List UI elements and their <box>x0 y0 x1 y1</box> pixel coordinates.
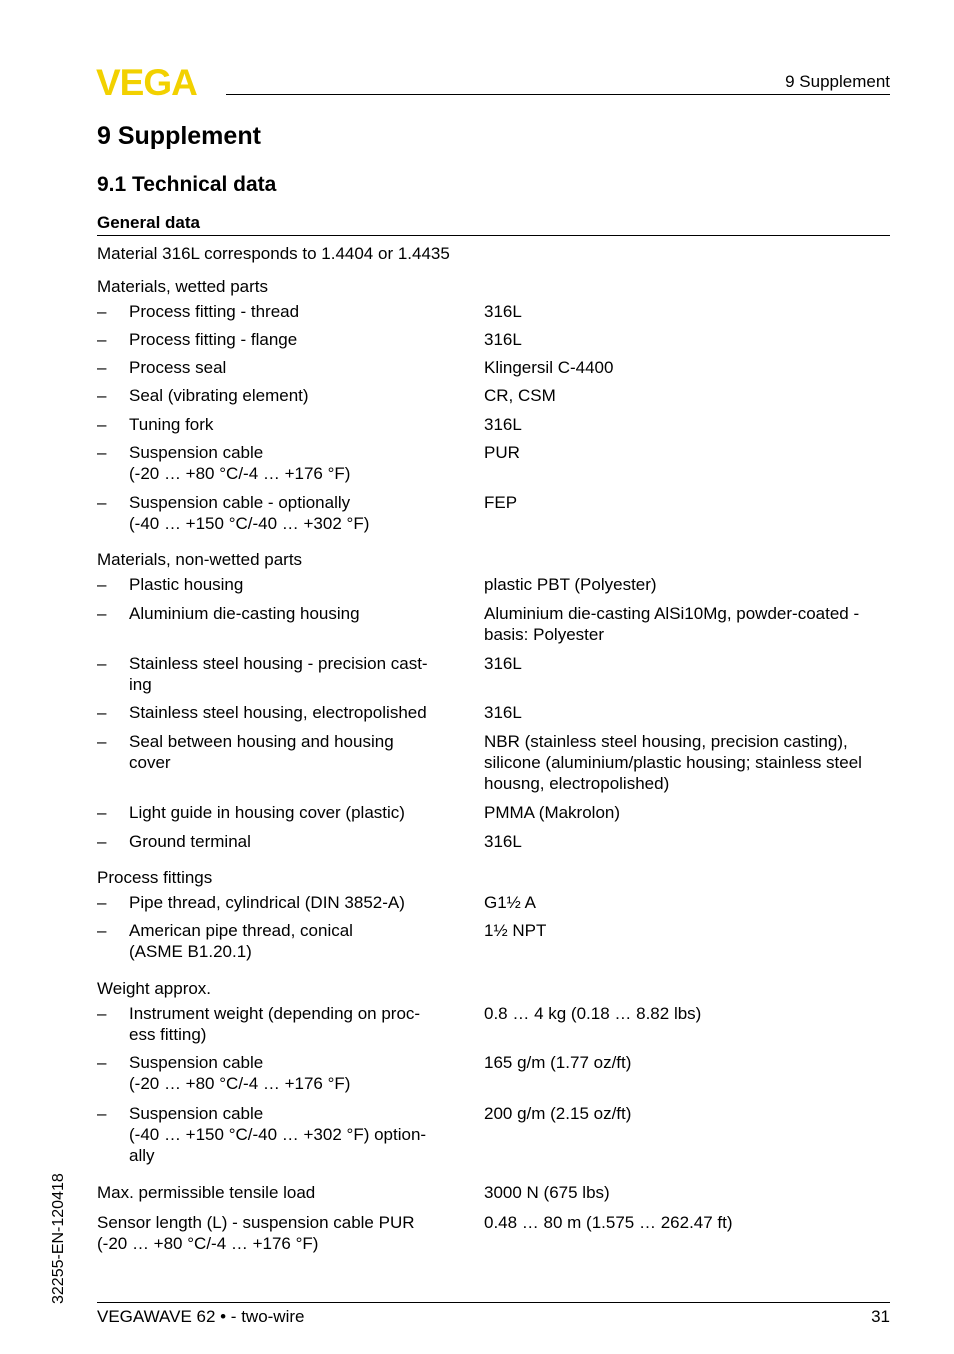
spec-label: Suspension cable <box>129 1053 264 1072</box>
sensor-length-label-line2: (-20 … +80 °C/-4 … +176 °F) <box>97 1234 319 1253</box>
spec-label: Plastic housing <box>129 575 244 594</box>
spec-label-line2: (-20 … +80 °C/-4 … +176 °F) <box>129 1074 351 1093</box>
list-dash: – <box>97 1104 107 1123</box>
list-dash: – <box>97 443 107 462</box>
spec-value: CR, CSM <box>484 386 556 405</box>
list-dash: – <box>97 921 107 940</box>
sensor-length-value: 0.48 … 80 m (1.575 … 262.47 ft) <box>484 1213 733 1232</box>
spec-label: Aluminium die-casting housing <box>129 604 360 623</box>
list-dash: – <box>97 832 107 851</box>
spec-value: 316L <box>484 703 522 722</box>
list-dash: – <box>97 493 107 512</box>
spec-label-line2: (-40 … +150 °C/-40 … +302 °F) <box>129 514 370 533</box>
footer-rule <box>97 1302 890 1303</box>
spec-value-line2: basis: Polyester <box>484 625 604 644</box>
spec-label-line2: (-40 … +150 °C/-40 … +302 °F) option- <box>129 1125 427 1144</box>
spec-value: NBR (stainless steel housing, precision casting), <box>484 732 848 751</box>
list-dash: – <box>97 330 107 349</box>
vega-logo-text: VEGA <box>96 64 197 98</box>
spec-label: American pipe thread, conical <box>129 921 353 940</box>
spec-value: G1½ A <box>484 893 536 912</box>
list-dash: – <box>97 893 107 912</box>
list-dash: – <box>97 386 107 405</box>
page-number: 31 <box>871 1307 890 1326</box>
chapter-title: 9 Supplement <box>97 122 261 150</box>
spec-value: Klingersil C-4400 <box>484 358 614 377</box>
spec-value-line2: silicone (aluminium/plastic housing; stainless steel <box>484 753 862 772</box>
group-title-nonwetted: Materials, non-wetted parts <box>97 550 303 569</box>
spec-label: Suspension cable <box>129 443 264 462</box>
list-dash: – <box>97 1053 107 1072</box>
list-dash: – <box>97 1004 107 1023</box>
section-title: 9.1 Technical data <box>97 173 277 196</box>
list-dash: – <box>97 703 107 722</box>
spec-value: plastic PBT (Polyester) <box>484 575 657 594</box>
spec-label-line2: (ASME B1.20.1) <box>129 942 252 961</box>
spec-label: Instrument weight (depending on proc- <box>129 1004 421 1023</box>
group-title-weight: Weight approx. <box>97 979 212 998</box>
header-section: 9 Supplement <box>785 72 890 91</box>
group-title-wetted: Materials, wetted parts <box>97 277 269 296</box>
spec-value: 1½ NPT <box>484 921 547 940</box>
spec-label: Light guide in housing cover (plastic) <box>129 803 405 822</box>
spec-label: Stainless steel housing - precision cast- <box>129 654 428 673</box>
spec-label: Process seal <box>129 358 227 377</box>
spec-value: 316L <box>484 330 522 349</box>
spec-label: Tuning fork <box>129 415 214 434</box>
footer-product: VEGAWAVE 62 • - two-wire <box>97 1307 305 1326</box>
list-dash: – <box>97 575 107 594</box>
spec-label-line2: ess fitting) <box>129 1025 207 1044</box>
vega-logo <box>96 64 220 98</box>
spec-label: Seal (vibrating element) <box>129 386 309 405</box>
spec-label: Process fitting - flange <box>129 330 298 349</box>
spec-value: 316L <box>484 832 522 851</box>
spec-value: PMMA (Makrolon) <box>484 803 621 822</box>
tensile-label: Max. permissible tensile load <box>97 1183 316 1202</box>
spec-label-line2: ing <box>129 675 152 694</box>
spec-value: 316L <box>484 415 522 434</box>
spec-label: Pipe thread, cylindrical (DIN 3852-A) <box>129 893 405 912</box>
header-rule <box>226 94 890 95</box>
subsection-rule <box>97 235 890 236</box>
spec-label: Stainless steel housing, electropolished <box>129 703 427 722</box>
group-title-fittings: Process fittings <box>97 868 213 887</box>
spec-label-line2: (-20 … +80 °C/-4 … +176 °F) <box>129 464 351 483</box>
spec-label: Suspension cable <box>129 1104 264 1123</box>
list-dash: – <box>97 302 107 321</box>
list-dash: – <box>97 358 107 377</box>
spec-value: PUR <box>484 443 520 462</box>
list-dash: – <box>97 604 107 623</box>
list-dash: – <box>97 654 107 673</box>
material-note: Material 316L corresponds to 1.4404 or 1.4435 <box>97 244 450 263</box>
list-dash: – <box>97 732 107 751</box>
spec-value-line3: housng, electropolished) <box>484 774 670 793</box>
spec-label-line2: cover <box>129 753 171 772</box>
spec-value: FEP <box>484 493 518 512</box>
document-code: 32255-EN-120418 <box>50 1173 67 1304</box>
spec-value: 200 g/m (2.15 oz/ft) <box>484 1104 632 1123</box>
list-dash: – <box>97 803 107 822</box>
spec-value: 0.8 … 4 kg (0.18 … 8.82 lbs) <box>484 1004 702 1023</box>
sensor-length-label: Sensor length (L) - suspension cable PUR <box>97 1213 415 1232</box>
spec-value: 165 g/m (1.77 oz/ft) <box>484 1053 632 1072</box>
list-dash: – <box>97 415 107 434</box>
spec-label: Ground terminal <box>129 832 251 851</box>
spec-value: 316L <box>484 302 522 321</box>
subsection-title: General data <box>97 213 200 232</box>
spec-label: Process fitting - thread <box>129 302 300 321</box>
spec-value: 316L <box>484 654 522 673</box>
spec-label-line3: ally <box>129 1146 155 1165</box>
tensile-value: 3000 N (675 lbs) <box>484 1183 610 1202</box>
spec-value: Aluminium die-casting AlSi10Mg, powder-coated - <box>484 604 860 623</box>
spec-label: Suspension cable - optionally <box>129 493 351 512</box>
spec-label: Seal between housing and housing <box>129 732 394 751</box>
